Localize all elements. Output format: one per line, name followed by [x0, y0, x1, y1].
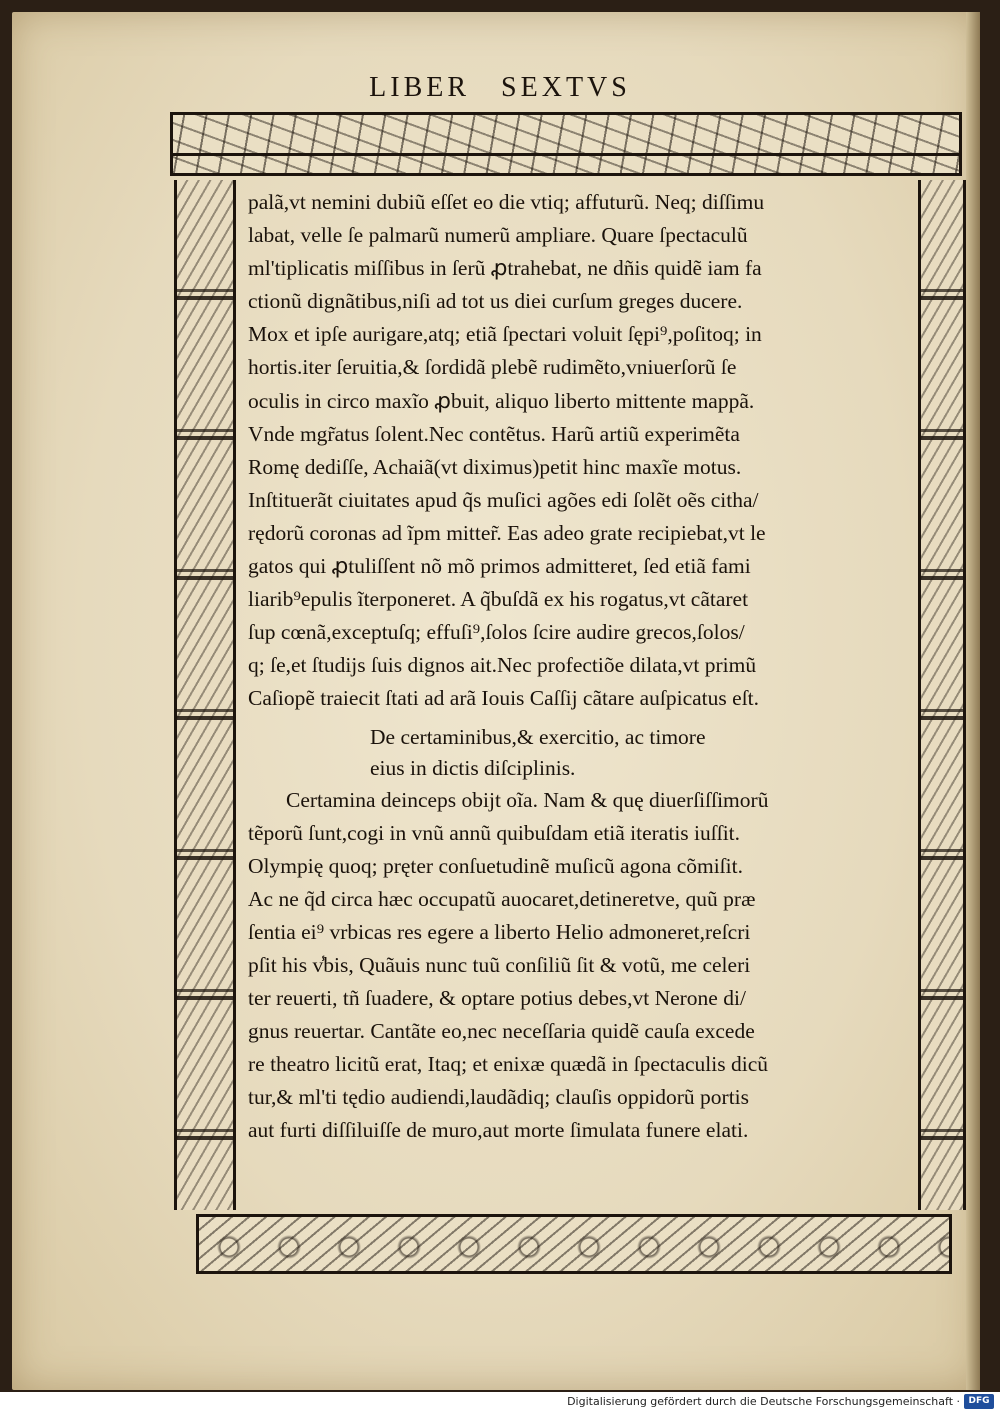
woodcut-border-bottom	[196, 1214, 952, 1274]
text-line: tur,& ml'ti tędio audiendi,laudãdiq; clauſis oppidorũ portis	[248, 1085, 750, 1110]
text-line: Vnde mgr̃atus ſolent.Nec contẽtus. Harũ artiũ experimẽta	[248, 421, 740, 446]
text-line: ml'tiplicatis miſſibus in ſerũ ꝓtrahebat, ne dñis quidẽ iam fa	[248, 256, 762, 281]
text-line: Inſtituerãt ciuitates apud q̃s muſici agões edi ſolẽt oẽs citha/	[248, 487, 759, 512]
text-line: tẽporũ ſunt,cogi in vnũ annũ quibuſdam etiã iteratis iuſſit.	[248, 820, 741, 845]
text-line: Mox et ipſe aurigare,atq; etiã ſpectari voluit ſępi⁹,poſitoq; in	[248, 322, 762, 347]
text-line: labat, velle ſe palmarũ numerũ ampliare. Quare ſpectaculũ	[248, 223, 748, 248]
running-head	[0, 72, 1000, 104]
text-line: Certamina deinceps obijt oĩa. Nam & quę diuerſiſſimorũ	[286, 787, 769, 812]
running-head-left: LIBER	[369, 72, 471, 103]
text-line: ter reuerti, tñ ſuadere, & optare potius debes,vt Nerone di/	[248, 986, 746, 1011]
text-line: Caſiopẽ traiecit ſtati ad arã Iouis Caſſij cãtare auſpicatus eſt.	[248, 686, 760, 711]
running-head-right: SEXTVS	[501, 72, 631, 103]
text-line: ctionũ dignãtibus,niſi ad tot us diei curſum greges ducere.	[248, 289, 743, 314]
heading-line: De certaminibus,& exercitio, ac timore	[370, 724, 706, 749]
text-line: ſentia ei⁹ vrbicas res egere a liberto Helio admoneret,reſcri	[248, 919, 751, 944]
text-line: oculis in circo maxĩo ꝓbuit, aliquo liberto mittente mappã.	[248, 388, 755, 413]
text-line: gatos qui ꝓtuliſſent nõ mõ primos admitteret, ſed etiã fami	[248, 554, 751, 579]
text-paragraph-1	[248, 186, 920, 716]
text-line: liarib⁹epulis ĩterponeret. A q̃buſdã ex his rogatus,vt cãtaret	[248, 587, 749, 612]
text-line: aut furti diſſiluiſſe de muro,aut morte ſimulata funere elati.	[248, 1118, 749, 1143]
main-text	[248, 186, 920, 1148]
woodcut-pillar-right	[918, 180, 966, 1210]
dfg-logo: DFG	[964, 1394, 994, 1409]
text-line: hortis.iter ſeruitia,& ſordidã plebẽ rudimẽto,vniuerſorũ ſe	[248, 355, 737, 380]
text-line: ſup cœnã,exceptuſq; effuſi⁹,ſolos ſcire audire grecos,ſolos/	[248, 620, 745, 645]
text-line: q; ſe,et ſtudijs ſuis dignos ait.Nec profectiõe dilata,vt primũ	[248, 653, 757, 678]
woodcut-border-top	[170, 112, 962, 176]
heading-line: eius in dictis diſciplinis.	[370, 755, 576, 780]
text-line: pſit his v̾bis, Quãuis nunc tuũ conſiliũ ſit & votũ, me celeri	[248, 952, 751, 977]
section-heading	[248, 722, 920, 784]
text-line: palã,vt nemini dubiũ eſſet eo die vtiq; affuturũ. Neq; diſſimu	[248, 190, 765, 214]
text-line: rędorũ coronas ad ĩpm mitter̃. Eas adeo grate recipiebat,vt le	[248, 520, 766, 545]
text-line: re theatro licitũ erat, Itaq; et enixæ quædã in ſpectaculis dicũ	[248, 1052, 768, 1077]
text-line: Ac ne q̃d circa hæc occupatũ auocaret,detineretve, quũ præ	[248, 886, 756, 911]
text-line: Olympię quoq; pręter conſuetudinẽ muſicũ agona cõmiſit.	[248, 853, 743, 878]
text-paragraph-2	[248, 784, 920, 1148]
text-line: Romę dediſſe, Achaiã(vt diximus)petit hinc maxĩe motus.	[248, 454, 742, 479]
funding-credit: Digitalisierung gefördert durch die Deutsche Forschungsgemeinschaft ·	[567, 1395, 960, 1408]
woodcut-pillar-left	[174, 180, 236, 1210]
text-line: gnus reuertar. Cantãte eo,nec neceſſaria quidẽ cauſa excede	[248, 1019, 755, 1044]
